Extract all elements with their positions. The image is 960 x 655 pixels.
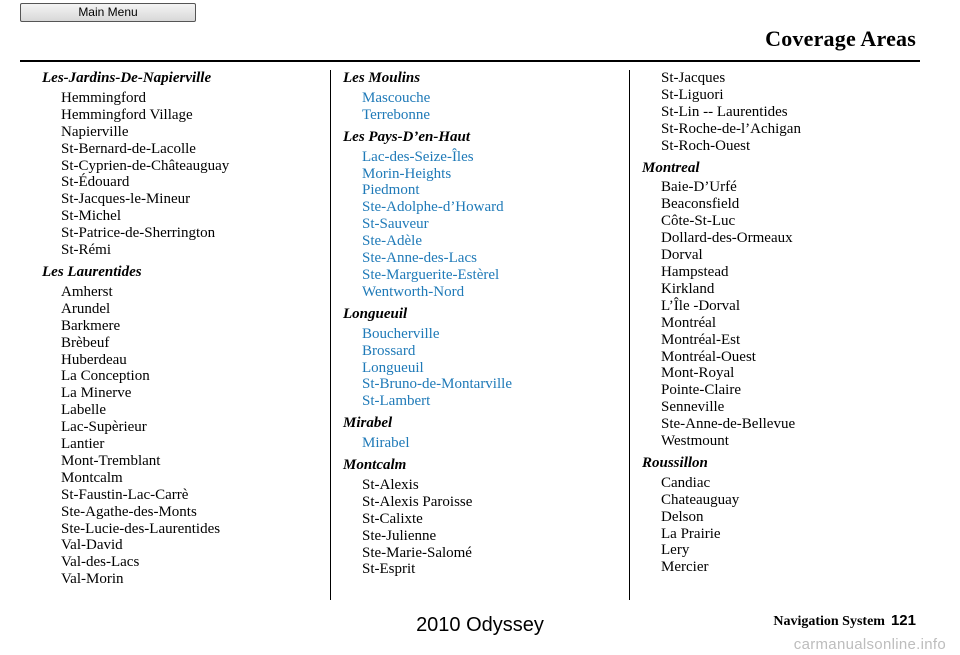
town-list: [343, 477, 623, 578]
town-list: [42, 90, 322, 259]
town-link-lac-des-seize-iles[interactable]: Lac-des-Seize-Îles: [362, 148, 474, 165]
town-arundel: Arundel: [61, 300, 111, 317]
town-list: [343, 90, 623, 124]
town-st-alexis-paroisse: St-Alexis Paroisse: [362, 493, 473, 510]
coverage-column-3: [642, 70, 932, 581]
town-st-michel: St-Michel: [61, 208, 121, 225]
town-labelle: Labelle: [61, 402, 106, 419]
town-link-ste-marguerite-esterel[interactable]: Ste-Marguerite-Estèrel: [362, 266, 500, 283]
town-st-liguori: St-Liguori: [661, 86, 724, 103]
town-list: [343, 435, 623, 452]
footer-model-label: 2010 Odyssey: [416, 614, 544, 636]
town-napierville: Napierville: [61, 123, 129, 140]
town-list: [642, 179, 932, 450]
town-montreal: Montréal: [661, 314, 716, 331]
town-baie-d-urfe: Baie-D’Urfé: [661, 179, 737, 196]
page-title: Coverage Areas: [765, 26, 916, 51]
town-link-ste-adele[interactable]: Ste-Adèle: [362, 233, 422, 250]
town-hemmingford-village: Hemmingford Village: [61, 106, 193, 123]
town-link-wentworth-nord[interactable]: Wentworth-Nord: [362, 283, 465, 300]
town-link-boucherville[interactable]: Boucherville: [362, 325, 440, 342]
town-st-cyprien-de-chateauguay: St-Cyprien-de-Châteauguay: [61, 157, 230, 174]
town-link-ste-anne-des-lacs[interactable]: Ste-Anne-des-Lacs: [362, 250, 477, 267]
town-st-roch-ouest: St-Roch-Ouest: [661, 137, 751, 154]
town-ste-anne-de-bellevue: Ste-Anne-de-Bellevue: [661, 416, 796, 433]
town-westmount: Westmount: [661, 433, 729, 450]
town-val-des-lacs: Val-des-Lacs: [61, 554, 140, 571]
town-list: [642, 475, 932, 576]
town-link-longueuil[interactable]: Longueuil: [362, 359, 424, 376]
town-st-jacques: St-Jacques: [661, 70, 726, 86]
town-la-minerve: La Minerve: [61, 385, 132, 402]
town-lac-superieur: Lac-Supèrieur: [61, 419, 147, 436]
town-val-david: Val-David: [61, 537, 123, 554]
region-heading: Les Pays-D’en-Haut: [343, 128, 471, 145]
town-hemmingford: Hemmingford: [61, 89, 146, 106]
region-longueuil: [343, 306, 623, 410]
town-brebeuf: Brèbeuf: [61, 334, 110, 351]
town-montreal-ouest: Montréal-Ouest: [661, 348, 756, 365]
town-st-jacques-le-mineur: St-Jacques-le-Mineur: [61, 191, 191, 208]
town-link-mascouche[interactable]: Mascouche: [362, 89, 431, 106]
town-st-lin-laurentides: St-Lin -- Laurentides: [661, 103, 788, 120]
town-dollard-des-ormeaux: Dollard-des-Ormeaux: [661, 230, 793, 247]
town-list-continued: [642, 70, 932, 155]
column-divider: [629, 70, 630, 600]
town-val-morin: Val-Morin: [61, 571, 124, 588]
region-heading: Mirabel: [343, 415, 393, 432]
town-cote-st-luc: Côte-St-Luc: [661, 213, 736, 230]
region-les-pays-d-en-haut: [343, 129, 623, 301]
town-link-st-lambert[interactable]: St-Lambert: [362, 393, 431, 410]
region-heading: Montcalm: [343, 457, 407, 474]
watermark: carmanualsonline.info: [793, 636, 946, 653]
town-barkmere: Barkmere: [61, 317, 121, 334]
town-link-st-bruno-de-montarville[interactable]: St-Bruno-de-Montarville: [362, 376, 512, 393]
town-st-faustin-lac-carre: St-Faustin-Lac-Carrè: [61, 486, 189, 503]
town-link-ste-adolphe-d-howard[interactable]: Ste-Adolphe-d’Howard: [362, 199, 504, 216]
town-huberdeau: Huberdeau: [61, 351, 127, 368]
town-mercier: Mercier: [661, 559, 709, 576]
town-kirkland: Kirkland: [661, 280, 715, 297]
region-heading: Longueuil: [343, 305, 408, 322]
town-ste-agathe-des-monts: Ste-Agathe-des-Monts: [61, 503, 197, 520]
region-roussillon: [642, 455, 932, 576]
town-beaconsfield: Beaconsfield: [661, 196, 740, 213]
region-heading: Les Laurentides: [42, 263, 142, 280]
town-st-bernard-de-lacolle: St-Bernard-de-Lacolle: [61, 140, 196, 157]
page-number: 121: [890, 612, 916, 629]
town-st-roche-de-l-achigan: St-Roche-de-l’Achigan: [661, 120, 801, 137]
town-l-ile-dorval: L’Île -Dorval: [661, 297, 740, 314]
region-les-laurentides: [42, 264, 322, 588]
town-st-edouard: St-Édouard: [61, 174, 130, 191]
town-ste-lucie-des-laurentides: Ste-Lucie-des-Laurentides: [61, 520, 221, 537]
town-mont-tremblant: Mont-Tremblant: [61, 452, 161, 469]
town-la-conception: La Conception: [61, 368, 150, 385]
town-lantier: Lantier: [61, 436, 105, 453]
town-montcalm: Montcalm: [61, 469, 123, 486]
region-heading: Les Moulins: [343, 70, 421, 86]
main-menu-button[interactable]: Main Menu: [20, 3, 196, 22]
town-montreal-est: Montréal-Est: [661, 331, 741, 348]
town-link-morin-heights[interactable]: Morin-Heights: [362, 165, 452, 182]
town-mont-royal: Mont-Royal: [661, 365, 735, 382]
column-divider: [330, 70, 331, 600]
town-st-esprit: St-Esprit: [362, 561, 416, 578]
region-heading: Les-Jardins-De-Napierville: [42, 70, 212, 86]
region-mirabel: [343, 415, 623, 452]
town-senneville: Senneville: [661, 399, 725, 416]
town-dorval: Dorval: [661, 247, 703, 264]
town-link-brossard[interactable]: Brossard: [362, 342, 416, 359]
town-st-patrice-de-sherrington: St-Patrice-de-Sherrington: [61, 225, 216, 242]
town-st-alexis: St-Alexis: [362, 476, 419, 493]
town-ste-marie-salome: Ste-Marie-Salomé: [362, 544, 472, 561]
town-link-mirabel[interactable]: Mirabel: [362, 435, 410, 452]
town-link-piedmont[interactable]: Piedmont: [362, 182, 420, 199]
town-amherst: Amherst: [61, 283, 113, 300]
region-heading: Montreal: [642, 159, 700, 176]
town-la-prairie: La Prairie: [661, 525, 721, 542]
town-hampstead: Hampstead: [661, 263, 729, 280]
town-list: [343, 326, 623, 411]
town-st-calixte: St-Calixte: [362, 510, 423, 527]
region-les-moulins: [343, 70, 623, 124]
town-pointe-claire: Pointe-Claire: [661, 382, 741, 399]
town-delson: Delson: [661, 508, 704, 525]
town-lery: Lery: [661, 542, 690, 559]
region-montcalm: [343, 457, 623, 578]
town-candiac: Candiac: [661, 474, 711, 491]
header-rule: [20, 60, 920, 62]
town-link-st-sauveur[interactable]: St-Sauveur: [362, 216, 429, 233]
region-montreal: [642, 160, 932, 450]
region-continued: [642, 70, 932, 155]
town-link-terrebonne[interactable]: Terrebonne: [362, 106, 431, 123]
region-les-jardins-de-napierville: [42, 70, 322, 259]
town-st-remi: St-Rémi: [61, 242, 112, 259]
town-list: [42, 284, 322, 588]
town-list: [343, 149, 623, 301]
coverage-column-2: [343, 70, 623, 583]
town-ste-julienne: Ste-Julienne: [362, 527, 437, 544]
region-heading: Roussillon: [642, 454, 708, 471]
coverage-column-1: [42, 70, 322, 593]
footer-section-label: Navigation System: [773, 614, 885, 629]
town-chateauguay: Chateauguay: [661, 491, 740, 508]
